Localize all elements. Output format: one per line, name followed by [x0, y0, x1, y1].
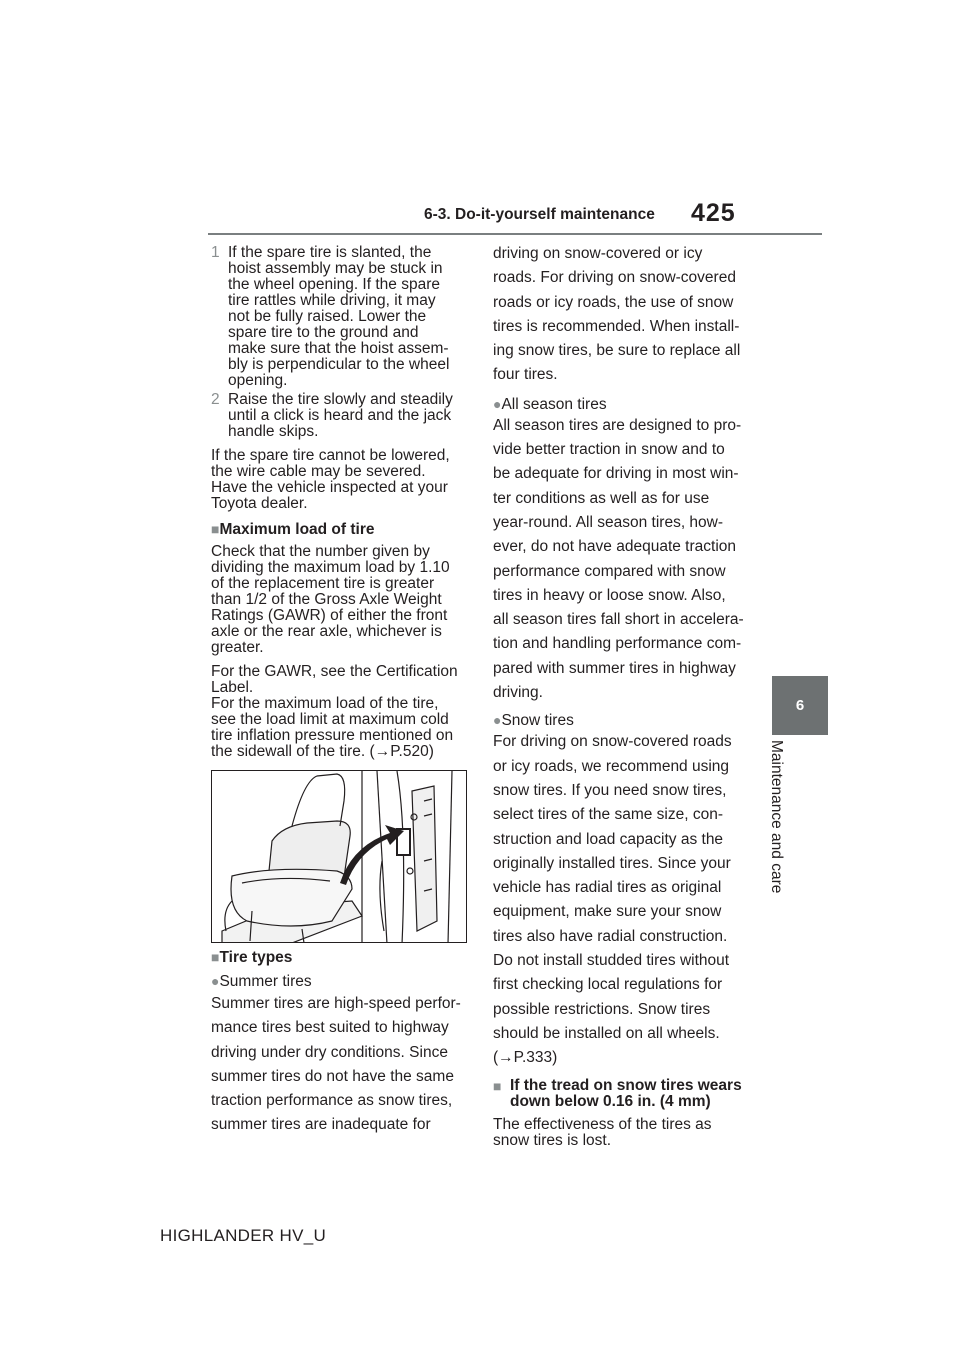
circle-bullet-icon: ●	[493, 712, 502, 729]
header-rule	[208, 233, 822, 235]
max-load-heading: ■Maximum load of tire	[211, 521, 375, 538]
gawr-paragraph: For the GAWR, see the Certification Label. For the maximum load of the tire, see the load limit at maximum cold tire inflation pressure mentioned on the sidewall of the tire. (→P.520)	[211, 663, 458, 760]
tread-heading-text: If the tread on snow tires wears down below 0.16 in. (4 mm)	[510, 1076, 742, 1110]
summer-tires-continued: driving on snow-covered or icy roads. For driving on snow-covered roads or icy roads, the use of snow tires is recommended. When install- ing snow tires, be sure to replace all four tires.	[493, 245, 741, 384]
cable-paragraph: If the spare tire cannot be lowered, the wire cable may be severed. Have the vehicle inspected at your Toyota dealer.	[211, 447, 450, 512]
square-bullet-icon: ■	[211, 521, 220, 537]
model-footer: HIGHLANDER HV_U	[160, 1226, 327, 1245]
square-bullet-icon: ■	[211, 949, 220, 965]
summer-tires-paragraph: Summer tires are high-speed perfor- mance tires best suited to highway driving under dry conditions. Since summer tires do not have the same traction performance as snow tires, summer tires are inadequate for	[211, 995, 461, 1134]
tire-types-heading: ■Tire types	[211, 949, 293, 966]
step-1	[211, 245, 473, 389]
snow-tires-paragraph: For driving on snow-covered roads or icy roads, we recommend using snow tires. If you need snow tires, select tires of the same size, con- struction and load capacity as the originally installed tires. Since your vehicle has radial tires as original equipment, make sure your snow tires also have radial construction. Do not install studded tires without first checking local regulations for possible restrictions. Snow tires should be installed on all wheels. (→P.333)	[493, 733, 732, 1067]
chapter-tab[interactable]: 6	[772, 676, 828, 735]
left-column-lower	[211, 949, 473, 1138]
tread-heading	[493, 1078, 763, 1110]
left-column	[211, 245, 473, 760]
step-2	[211, 392, 473, 440]
snow-tires-heading: ●Snow tires	[493, 712, 574, 730]
seat-door-drawing	[212, 771, 467, 943]
circle-bullet-icon: ●	[493, 395, 502, 412]
all-season-heading: ●All season tires	[493, 395, 607, 413]
certification-label-illustration	[211, 770, 467, 943]
circle-bullet-icon: ●	[211, 973, 220, 989]
chapter-side-label	[765, 740, 791, 915]
step-2-text: Raise the tire slowly and steadily until a click is heard and the jack handle skips.	[228, 391, 453, 440]
step-2-number: 2	[211, 391, 220, 408]
summer-tires-heading: ●Summer tires	[211, 973, 312, 990]
square-bullet-icon: ■	[493, 1077, 502, 1094]
right-column	[493, 242, 763, 1149]
tread-paragraph: The effectiveness of the tires as snow tires is lost.	[493, 1115, 712, 1149]
max-load-paragraph: Check that the number given by dividing the maximum load by 1.10 of the replacement tire is greater than 1/2 of the Gross Axle Weight Ratings (GAWR) of either the front axle or the rear axle, whichever is greater.	[211, 543, 450, 656]
section-title: 6-3. Do-it-yourself maintenance	[424, 206, 655, 223]
step-1-number: 1	[211, 244, 220, 261]
step-1-text: If the spare tire is slanted, the hoist assembly may be stuck in the wheel opening. If the spare tire rattles while driving, it may not be fully raised. Lower the spare tire to the ground and make sure that the hoist assem- bly is perpendicular to the wheel opening.	[228, 244, 450, 389]
chapter-title: Maintenance and care	[768, 740, 785, 894]
all-season-paragraph: All season tires are designed to pro- vide better traction in snow and to be adequate for driving in most win- ter conditions as well as for use year-round. All season tires, how- ever, do not have adequate traction performance compared with snow tires in heavy or loose snow. Also, all season tires fall short in accelera- tion and handling performance com- pared with summer tires in highway driving.	[493, 416, 744, 702]
page-number: 425	[691, 199, 736, 227]
